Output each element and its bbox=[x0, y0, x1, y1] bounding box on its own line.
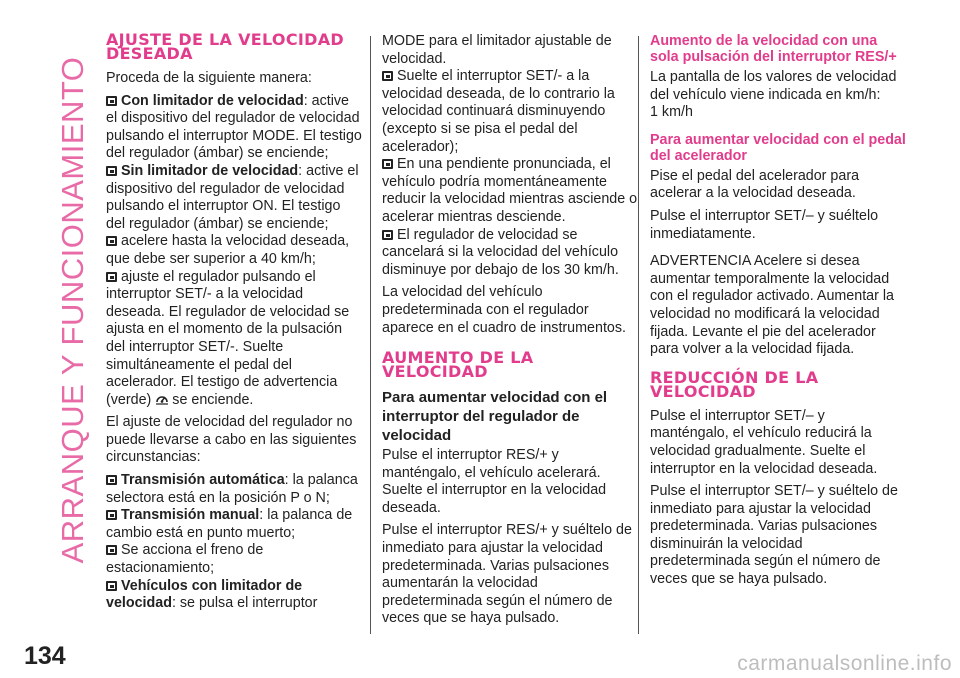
square-bullet-icon bbox=[382, 71, 393, 81]
heading-reduccion-velocidad: REDUCCIÓN DE LA VELOCIDAD bbox=[650, 367, 819, 401]
square-bullet-icon bbox=[382, 159, 393, 169]
side-section-title-text: ARRANQUE Y FUNCIONAMIENTO bbox=[55, 56, 90, 564]
item-text: acelere hasta la velocidad deseada, que debe ser superior a 40 km/h; bbox=[106, 233, 350, 267]
list-item bbox=[106, 542, 362, 577]
item-text: ajuste el regulador pulsando el interruptor SET/- a la velocidad deseada. El regulador de velocidad se ajusta en el momento de la pulsación del interruptor SET/-. Suelte simultáneamente el pedal del acelerador. El testigo de advertencia (verde) bbox=[106, 268, 350, 408]
heading-ajuste-velocidad: AJUSTE DE LA VELOCIDAD DESEADA bbox=[106, 30, 344, 63]
paragraph: Pulse el interruptor RES/+ y manténgalo, el vehículo acelerará. Suelte el interruptor en la velocidad deseada. bbox=[382, 447, 607, 516]
square-bullet-icon bbox=[106, 272, 117, 282]
list-item bbox=[106, 472, 362, 507]
item-bold-label: Con limitador de velocidad bbox=[121, 92, 304, 109]
item-text: : la palanca de cambio está en punto muerto; bbox=[106, 507, 353, 541]
square-bullet-icon bbox=[106, 581, 117, 591]
square-bullet-icon bbox=[106, 510, 117, 520]
subheading-una-pulsacion: Aumento de la velocidad con una sola pulsación del interruptor RES/+ bbox=[650, 33, 897, 65]
column-3 bbox=[650, 33, 906, 594]
item-text: : active el dispositivo del regulador de velocidad pulsando el interruptor ON. El testigo del regulador (ámbar) se enciende; bbox=[106, 162, 359, 232]
heading-aumento-velocidad: AUMENTO DE LA VELOCIDAD bbox=[382, 348, 534, 382]
list-item bbox=[106, 233, 362, 268]
item-text: : active el dispositivo del regulador de velocidad pulsando el interruptor MODE. El testigo del regulador (ámbar) se enciende; bbox=[106, 92, 362, 162]
paragraph: MODE para el limitador ajustable de velocidad. bbox=[382, 33, 612, 67]
square-bullet-icon bbox=[106, 545, 117, 555]
column-divider-1 bbox=[370, 36, 371, 634]
item-text: Se acciona el freno de estacionamiento; bbox=[106, 542, 264, 577]
paragraph: 1 km/h bbox=[650, 104, 693, 121]
column-2 bbox=[382, 33, 638, 633]
square-bullet-icon bbox=[106, 236, 117, 246]
paragraph: La pantalla de los valores de velocidad del vehículo viene indicada en km/h: bbox=[650, 69, 897, 103]
watermark: carmanualsonline.info bbox=[737, 652, 952, 675]
side-section-title bbox=[53, 30, 93, 590]
column-1 bbox=[106, 30, 362, 613]
page-number: 134 bbox=[24, 642, 66, 670]
square-bullet-icon bbox=[382, 230, 393, 240]
item-bold-label: Sin limitador de velocidad bbox=[121, 162, 299, 179]
speedometer-warning-icon bbox=[155, 393, 169, 405]
paragraph: Pulse el interruptor SET/– y suéltelo inmediatamente. bbox=[650, 207, 879, 242]
paragraph: Pulse el interruptor SET/– y suéltelo de inmediato para ajustar la velocidad predeterminada. Varias pulsaciones disminuirán la velocidad predeterminada según el número de veces que se haya pulsado. bbox=[650, 483, 898, 588]
item-bold-label: Transmisión automática bbox=[121, 472, 285, 489]
list-item bbox=[382, 156, 638, 226]
list-item bbox=[106, 269, 362, 410]
item-text: se enciende. bbox=[172, 391, 254, 408]
list-item bbox=[106, 93, 362, 163]
item-text: Suelte el interruptor SET/- a la velocidad deseada, de lo contrario la velocidad continuará disminuyendo (excepto si se pisa el pedal del acelerador); bbox=[382, 68, 615, 155]
list-item bbox=[106, 578, 362, 613]
list-item bbox=[106, 163, 362, 233]
paragraph: Pise el pedal del acelerador para acelerar a la velocidad deseada. bbox=[650, 167, 860, 202]
list-item bbox=[382, 68, 638, 156]
intro-text: Proceda de la siguiente manera: bbox=[106, 70, 312, 86]
column-divider-2 bbox=[638, 36, 639, 634]
square-bullet-icon bbox=[106, 96, 117, 106]
subheading-aumentar-interruptor: Para aumentar velocidad con el interruptor del regulador de velocidad bbox=[382, 389, 608, 445]
paragraph: Pulse el interruptor RES/+ y suéltelo de inmediato para ajustar la velocidad predeterminada. Varias pulsaciones aumentarán la velocidad predeterminada según el número de veces que se haya pulsado. bbox=[382, 522, 632, 627]
item-text: En una pendiente pronunciada, el vehículo podría momentáneamente reducir la velocidad mientras asciende o acelerar mientras desciende. bbox=[382, 156, 638, 225]
list-item bbox=[382, 227, 638, 280]
paragraph: Pulse el interruptor SET/– y manténgalo, el vehículo reducirá la velocidad gradualmente. Suelte el interruptor en la velocidad deseada. bbox=[650, 407, 878, 477]
item-bold-label: Vehículos con limitador de velocidad bbox=[106, 577, 303, 612]
square-bullet-icon bbox=[106, 475, 117, 485]
square-bullet-icon bbox=[106, 166, 117, 176]
warning-paragraph: ADVERTENCIA Acelere si desea aumentar temporalmente la velocidad con el regulador activado. Aumentar la velocidad no modificará la velocidad fijada. Levante el pie del acelerador para volver a la velocidad fijada. bbox=[650, 253, 894, 358]
paragraph: La velocidad del vehículo predeterminada con el regulador aparece en el cuadro de instrumentos. bbox=[382, 284, 626, 336]
subheading-pedal-acelerador: Para aumentar velocidad con el pedal del acelerador bbox=[650, 131, 906, 164]
item-text: : la palanca selectora está en la posición P o N; bbox=[106, 472, 358, 506]
item-bold-label: Transmisión manual bbox=[121, 507, 260, 524]
paragraph: El ajuste de velocidad del regulador no puede llevarse a cabo en las siguientes circunstancias: bbox=[106, 414, 357, 466]
list-item bbox=[106, 507, 362, 542]
item-text: : se pulsa el interruptor bbox=[171, 595, 318, 612]
item-text: El regulador de velocidad se cancelará si la velocidad del vehículo disminuye por debajo de los 30 km/h. bbox=[382, 226, 619, 278]
